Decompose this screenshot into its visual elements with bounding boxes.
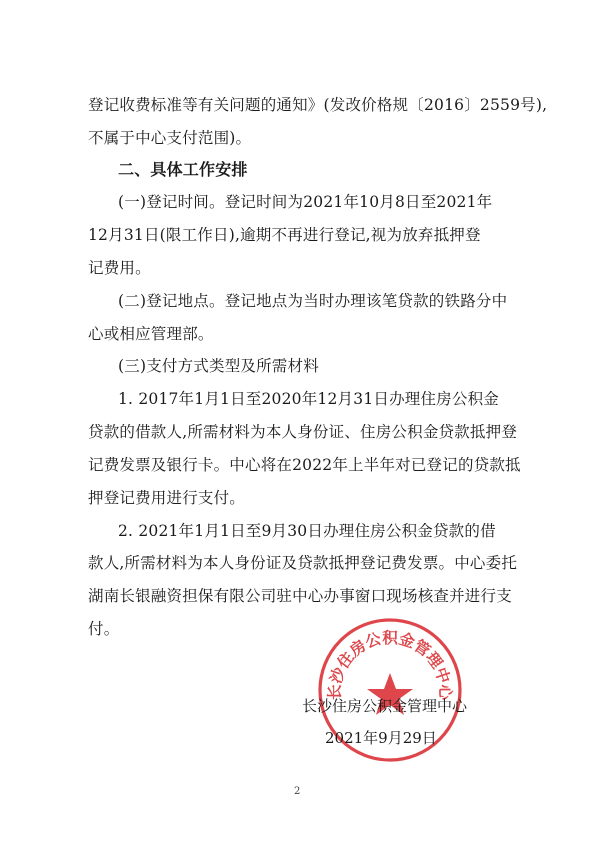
body-line-10: 贷款的借款人,所需材料为本人身份证、住房公积金贷款抵押登: [88, 423, 518, 441]
body-line-6: (二)登记地点。登记地点为当时办理该笔贷款的铁路分中: [118, 292, 508, 310]
body-line-12: 押登记费用进行支付。: [88, 489, 246, 507]
body-line-5: 记费用。: [88, 259, 151, 277]
body-line-3: (一)登记时间。登记时间为2021年10月8日至2021年: [118, 193, 493, 211]
body-line-4: 12月31日(限工作日),逾期不再进行登记,视为放弃抵押登: [88, 226, 481, 244]
subsection-heading: (三)支付方式类型及所需材料: [118, 357, 319, 375]
signature-date: 2021年9月29日: [325, 729, 437, 747]
body-line-9: 1. 2017年1月1日至2020年12月31日办理住房公积金: [118, 390, 499, 408]
body-line-7: 心或相应管理部。: [88, 325, 214, 343]
body-line-2: 不属于中心支付范围)。: [88, 129, 252, 147]
body-line-11: 记费发票及银行卡。中心将在2022年上半年对已登记的贷款抵: [88, 456, 521, 474]
body-line-1: 登记收费标准等有关问题的通知》(发改价格规〔2016〕2559号),: [88, 96, 548, 114]
seal-text: 长沙住房公积金管理中心: [325, 629, 455, 701]
body-line-16: 付。: [88, 620, 120, 638]
body-line-14: 款人,所需材料为本人身份证及贷款抵押登记费发票。中心委托: [88, 554, 518, 572]
signature-org: 长沙住房公积金管理中心: [302, 697, 468, 715]
section-heading: 二、具体工作安排: [118, 160, 248, 179]
page-number: 2: [294, 786, 301, 797]
body-line-15: 湖南长银融资担保有限公司驻中心办事窗口现场核查并进行支: [88, 587, 512, 605]
body-line-13: 2. 2021年1月1日至9月30日办理住房公积金贷款的借: [118, 522, 496, 540]
